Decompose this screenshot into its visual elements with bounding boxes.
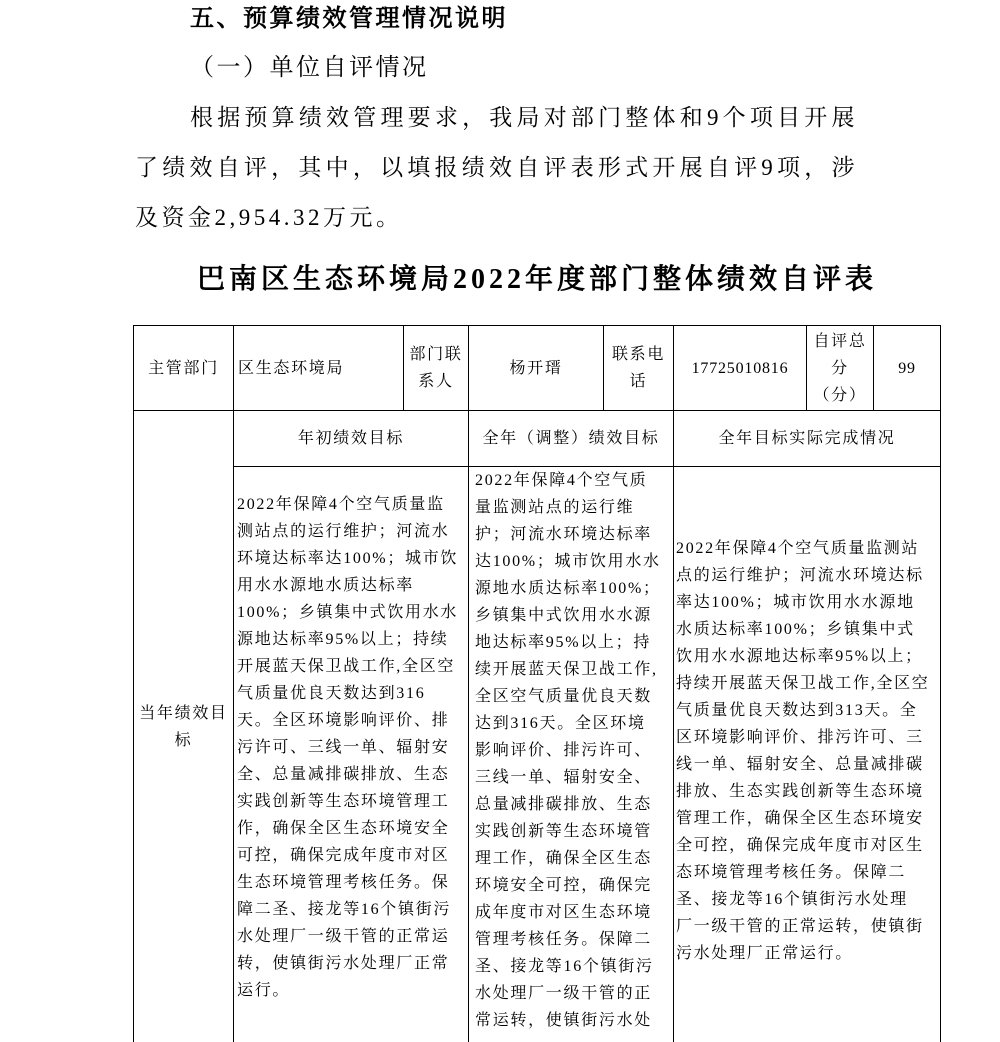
text-line: 源地水质达标率100%； xyxy=(475,580,661,597)
cell-dept-value xyxy=(233,325,404,411)
text-line: 乡镇集中式饮用水水源 xyxy=(475,607,653,624)
text-line: 天。全区环境影响评价、排 xyxy=(237,712,450,729)
text-line: 持续开展蓝天保卫战工作,全区空 xyxy=(676,675,930,692)
table-title: 巴南区生态环境局2022年度部门整体绩效自评表 xyxy=(196,264,877,295)
header-initial-label: 年初绩效目标 xyxy=(297,430,405,447)
text-line: 量监测站点的运行维 xyxy=(475,499,635,516)
text-line: 水处理厂一级干管的正 xyxy=(475,985,653,1002)
text-line: 态环境管理考核任务。保障二 xyxy=(676,864,907,881)
text-line: 全可控，确保完成年度市对区生 xyxy=(676,837,924,854)
cell-score-label xyxy=(806,325,874,411)
score-value: 99 xyxy=(898,359,916,377)
text-line: 圣、接龙等16个镇街污 xyxy=(475,958,654,975)
text-line: 线一单、辐射安全、总量减排碳 xyxy=(676,756,924,773)
text-line: 2022年保障4个空气质量监 xyxy=(237,496,445,513)
performance-table xyxy=(133,325,941,1042)
text-line: 环境达标率达100%；城市饮 xyxy=(237,550,459,567)
header-actual-label: 全年目标实际完成情况 xyxy=(718,430,896,447)
phone-label: 联系电话 xyxy=(611,346,666,390)
text-line: 总量减排碳排放、生态 xyxy=(475,796,653,813)
cell-goals-label xyxy=(133,410,234,1042)
text-line: 地达标率95%以上；持 xyxy=(475,634,652,651)
contact-label: 部门联系人 xyxy=(409,346,463,390)
text-line: 全区空气质量优良天数 xyxy=(475,688,653,705)
text-line: 作，确保全区生态环境安全 xyxy=(237,820,450,837)
dept-value: 区生态环境局 xyxy=(238,359,345,377)
text-line: 常运转，使镇街污水处 xyxy=(475,1012,653,1029)
text-line: 开展蓝天保卫战工作,全区空 xyxy=(237,658,456,675)
text-line: 可控，确保完成年度市对区 xyxy=(237,847,450,864)
dept-label: 主管部门 xyxy=(148,359,219,377)
cell-contact-label xyxy=(403,325,469,411)
text-line: 水处理厂一级干管的正常运 xyxy=(237,928,450,945)
phone-value: 17725010816 xyxy=(691,359,789,377)
subsection-heading: （一）单位自评情况 xyxy=(190,55,429,81)
text-line: 圣、接龙等16个镇街污水处理 xyxy=(676,891,908,908)
cell-phone-label xyxy=(603,325,674,411)
text-line: 气质量优良天数达到313天。全 xyxy=(676,702,918,719)
text-line: 运行。 xyxy=(237,982,291,999)
text-line: 达到316天。全区环境 xyxy=(475,715,646,732)
text-line: 管理考核任务。保障二 xyxy=(475,931,653,948)
header-adjusted-label: 全年（调整）绩效目标 xyxy=(482,430,660,447)
text-line: 三线一单、辐射安全、 xyxy=(475,769,653,786)
text-line: 影响评价、排污许可、 xyxy=(475,742,653,759)
text-line: 100%；乡镇集中式饮用水水 xyxy=(237,604,459,621)
text-line: 区环境影响评价、排污许可、三 xyxy=(676,729,924,746)
cell-dept-label xyxy=(133,325,234,411)
paragraph-line: 根据预算绩效管理要求，我局对部门整体和9个项目开展 xyxy=(190,105,858,130)
cell-adjusted-goal-text xyxy=(468,466,674,1042)
contact-value: 杨开瑨 xyxy=(509,359,563,377)
text-line: 达100%；城市饮用水水 xyxy=(475,553,661,570)
text-line: 转，使镇街污水处理厂正常 xyxy=(237,955,450,972)
text-line: 实践创新等生态环境管 xyxy=(475,823,653,840)
text-line: 源地达标率95%以上；持续 xyxy=(237,631,449,648)
header-adjusted-goal xyxy=(468,410,674,467)
text-line: 排放、生态实践创新等生态环境 xyxy=(676,783,924,800)
cell-score-value xyxy=(873,325,941,411)
section-heading: 五、预算绩效管理情况说明 xyxy=(190,6,508,32)
text-line: 全、总量减排碳排放、生态 xyxy=(237,766,450,783)
paragraph-line: 及资金2,954.32万元。 xyxy=(135,205,403,230)
cell-initial-goal-text xyxy=(233,466,469,1042)
text-line: 点的运行维护；河流水环境达标 xyxy=(676,567,924,584)
cell-phone-value xyxy=(673,325,807,411)
text-line: 管理工作，确保全区生态环境安 xyxy=(676,810,924,827)
text-line: 护；河流水环境达标率 xyxy=(475,526,653,543)
text-line: 率达100%；城市饮用水水源地 xyxy=(676,594,915,611)
text-line: 实践创新等生态环境管理工 xyxy=(237,793,450,810)
text-line: 饮用水水源地达标率95%以上； xyxy=(676,648,923,665)
header-initial-goal xyxy=(233,410,469,467)
text-line: 环境安全可控，确保完 xyxy=(475,877,653,894)
text-line: 污水处理厂正常运行。 xyxy=(676,945,854,962)
text-line: 生态环境管理考核任务。保 xyxy=(237,874,450,891)
text-line: 污许可、三线一单、辐射安 xyxy=(237,739,450,756)
text-line: 续开展蓝天保卫战工作, xyxy=(475,661,658,678)
text-line: 气质量优良天数达到316 xyxy=(237,685,426,702)
text-line: 用水水源地水质达标率 xyxy=(237,577,415,594)
cell-actual-completion-text xyxy=(673,466,941,1042)
text-line: 水质达标率100%；乡镇集中式 xyxy=(676,621,915,638)
text-line: 成年度市对区生态环境 xyxy=(475,904,653,921)
text-line: 障二圣、接龙等16个镇街污 xyxy=(237,901,452,918)
text-line: 2022年保障4个空气质量监测站 xyxy=(676,540,920,557)
text-line: 2022年保障4个空气质 xyxy=(475,472,648,489)
body-paragraph xyxy=(135,93,858,243)
text-line: 测站点的运行维护；河流水 xyxy=(237,523,450,540)
text-line: 厂一级干管的正常运转，使镇街 xyxy=(676,918,924,935)
text-line: 理工作，确保全区生态 xyxy=(475,850,653,867)
goals-row-label: 当年绩效目标 xyxy=(139,704,228,749)
score-label: 自评总分（分） xyxy=(813,332,867,404)
header-actual-completion xyxy=(673,410,941,467)
cell-contact-value xyxy=(468,325,604,411)
paragraph-line: 了绩效自评，其中，以填报绩效自评表形式开展自评9项，涉 xyxy=(135,155,858,180)
